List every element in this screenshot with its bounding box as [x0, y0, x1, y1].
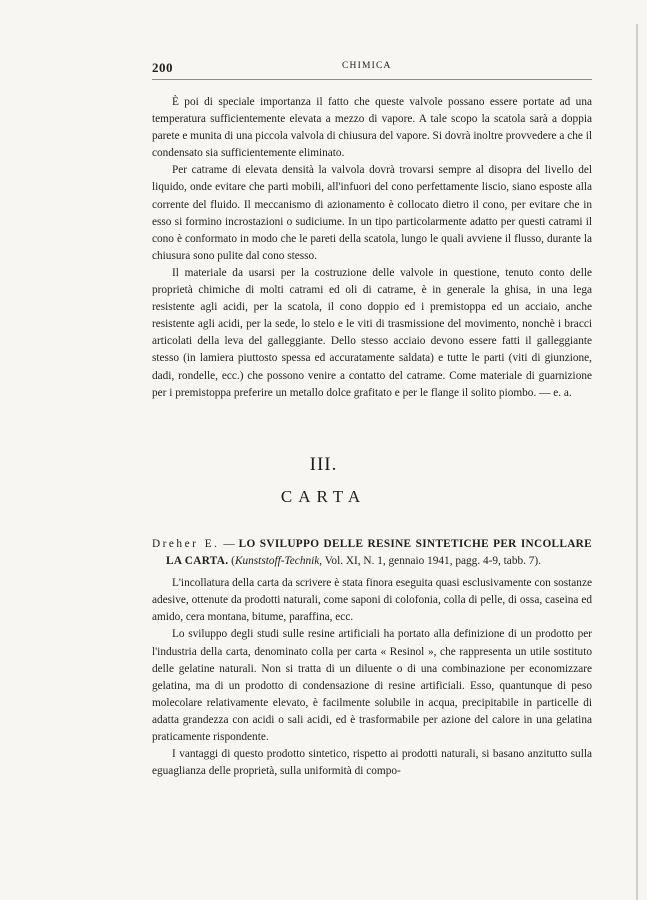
page-number: 200 [152, 60, 173, 75]
paragraph: I vantaggi di questo prodotto sintetico, rispetto ai prodotti naturali, si basano anzitutto sulla eguaglianza delle proprietà, sulla uniformità di compo- [152, 748, 592, 778]
paragraph: Per catrame di elevata densità la valvola dovrà trovarsi sempre al disopra del livello del liquido, onde evitare che parti mobili, all'infuori del cono perfettamente liscio, siano esposte alla corrente del fluido. Il meccanismo di azionamento è collocato dietro il cono, per evitare che in esso si formino incrostazioni o sudiciume. In un tipo particolarmente adatto per questi catrami il cono è conformato in modo che le pareti della scatola, lungo le quali avviene il flusso, durante la chiusura sono pulite dal cono stesso. [152, 164, 592, 262]
header-rule [152, 79, 592, 80]
article-author: Dreher E. [152, 538, 220, 550]
article-abstract [152, 536, 592, 780]
section-number: III. [309, 454, 338, 475]
continued-article [152, 94, 592, 402]
running-section-name: CHIMICA [342, 61, 392, 71]
paragraph: L'incollatura della carta da scrivere è stata finora eseguita quasi esclusivamente con sostanze adesive, ottenute da prodotti naturali, come saponi di colofonia, colla di pelle, di ossa, caseina ed amido, cera montana, bitume, paraffina, ecc. [152, 577, 592, 624]
running-head [152, 60, 592, 78]
paragraph: È poi di speciale importanza il fatto che queste valvole possano essere portate ad una temperatura sufficientemente elevata a mezzo di vapore. A tale scopo la scatola sarà a doppia parete e munita di una piccola valvola di chiusura del vapore. Si dovrà inoltre provvedere a che il condensato sia sufficientemente eliminato. [152, 96, 592, 160]
journal-name: Kunststoff-Technik, [234, 555, 323, 568]
citation-dash: — [219, 538, 239, 550]
section-title: CARTA [280, 487, 367, 506]
journal-reference: Vol. XI, N. 1, gennaio 1941, pagg. 4-9, tabb. 7). [324, 555, 542, 568]
article-citation: Dreher E. — LO SVILUPPO DELLE RESINE SINTETICHE PER INCOLLARE LA CARTA. (Kunststoff-Technik, Vol. XI, N. 1, gennaio 1941, pagg. 4-9, tabb. 7). [152, 538, 592, 568]
paragraph: Lo sviluppo degli studi sulle resine artificiali ha portato alla definizione di un prodotto per l'industria della carta, denominato colla per carta « Resinol », che rappresenta un utile sostituto delle gelatine naturali. Non si tratta di un diluente o di una combinazione per economizzare gelatina, ma di un prodotto di condensazione di resine artificiali. Esso, quantunque di peso molecolare relativamente elevato, è facilmente solubile in acqua, precipitabile in particelle di adatta grandezza con acidi o sali acidi, ed è trasformabile per azione del calore in una gelatina praticamente rispondente. [152, 628, 592, 744]
article-title: LO SVILUPPO DELLE RESINE SINTETICHE PER INCOLLARE LA CARTA. [166, 538, 592, 568]
paragraph: Il materiale da usarsi per la costruzione delle valvole in questione, tenuto conto delle proprietà chimiche di molti catrami ed oli di catrame, è in generale la ghisa, in una lega resistente agli acidi, per la scatola, il cono doppio ed i premistoppa ed un acciaio, anche resistente agli acidi, per la sede, lo stelo e le viti di trasmissione del movimento, nonchè i bracci articolati della leva del galleggiante. Dello stesso acciaio devono essere fatti il galleggiante stesso (in lamiera piuttosto spessa ed accuratamente saldata) e tutte le parti (viti di giunzione, dadi, rondelle, ecc.) che possono venire a contatto del catrame. Come materiale di guarnizione per i premistoppa preferire un metallo dolce grafitato e per le flange il solito piombo. — e. a. [152, 266, 592, 399]
